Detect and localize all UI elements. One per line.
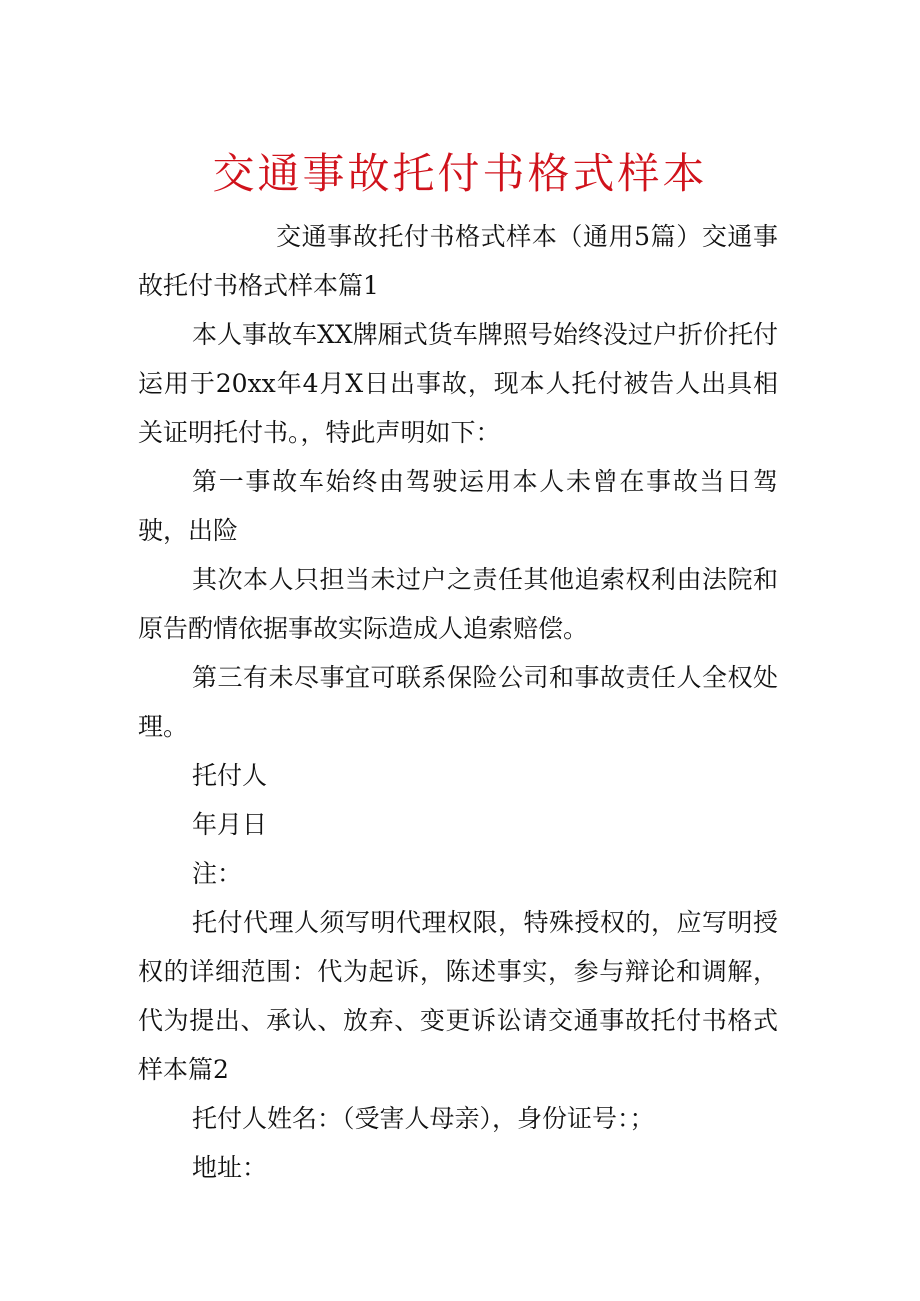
- signature-principal: 托付人: [192, 761, 268, 790]
- paragraph-declaration: 本人事故车XX牌厢式货车牌照号始终没过户折价托付运用于20xx年4月X日出事故，现本人托付被告人出具相关证明托付书。，特此声明如下：: [138, 320, 778, 447]
- principal-name-line: 托付人姓名：（受害人母亲），身份证号：；: [192, 1104, 655, 1133]
- paragraph-first: 第一事故车始终由驾驶运用本人未曾在事故当日驾驶，出险: [138, 467, 778, 545]
- document-title: 交通事故托付书格式样本: [212, 149, 708, 198]
- paragraph-third: 第三有未尽事宜可联系保险公司和事故责任人全权处理。: [138, 663, 778, 741]
- note-heading: 注：: [192, 859, 243, 888]
- paragraph-second: 其次本人只担当未过户之责任其他追索权利由法院和原告酌情依据事故实际造成人追索赔偿。: [138, 565, 778, 643]
- document-body: [138, 212, 778, 1192]
- note-paragraph: 托付代理人须写明代理权限，特殊授权的，应写明授权的详细范围：代为起诉，陈述事实，参与辩论和调解，代为提出、承认、放弃、变更诉讼请交通事故托付书格式样本篇2: [138, 908, 778, 1084]
- signature-date: 年月日: [192, 810, 268, 839]
- intro-paragraph: 交通事故托付书格式样本（通用5篇）交通事故托付书格式样本篇1: [138, 222, 778, 300]
- address-line: 地址：: [192, 1153, 268, 1182]
